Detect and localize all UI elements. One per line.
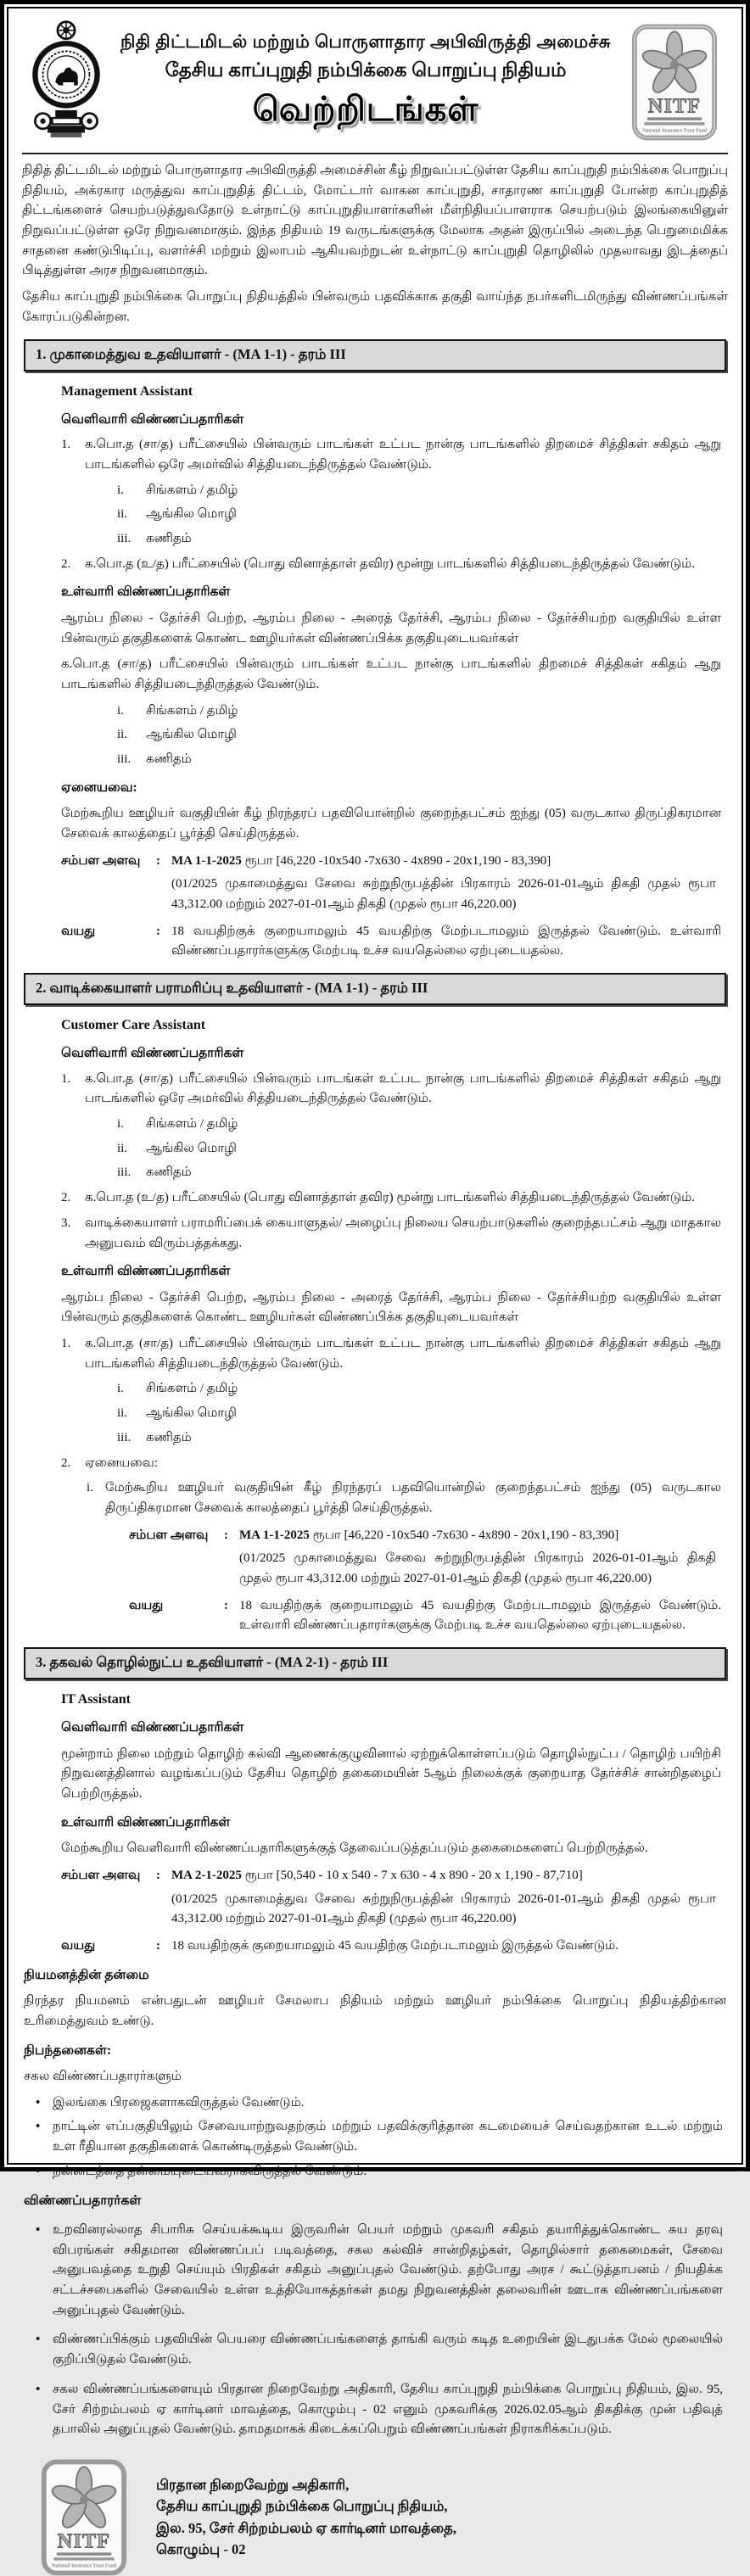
condition-item: • இலங்கை பிரஜைகளாகவிருத்தல் வேண்டும். (36, 2093, 723, 2114)
position-english-title: Management Assistant (61, 383, 193, 399)
salary-label: சம்பள அளவு (61, 1869, 141, 1882)
conditions-list (24, 2093, 726, 2182)
internal-applicants-heading: உள்வாரி விண்ணப்பதாரிகள் (61, 1814, 231, 1830)
subject-item: ii. ஆங்கில மொழி (117, 1406, 237, 1421)
position-english-title: IT Assistant (61, 1692, 131, 1707)
section-2-body (61, 1014, 721, 1636)
internal-applicants-heading: உள்வாரி விண்ணப்பதாரிகள் (61, 1264, 231, 1279)
section-1-body (61, 381, 721, 962)
address-line: கொழும்பு - 02 (156, 2541, 246, 2558)
applicant-instruction: • சகல விண்ணப்பங்களையும் பிரதான நிறைவேற்று அதிகாரி, தேசிய காப்புறுதி நம்பிக்கை பொறுப்பு நிதியம், இல. 95, சேர் சிற்றம்பலம் ஏ கார்டினர் மாவத்தை, கொழும்பு - 02 எனும் முகவரிக்கு 2026.02.05ஆம் திகதிக்கு முன் பதிவுத் தபாலில் அனுப்புதல் வேண்டும். தாமதமாகக் கிடைக்கப்பெறும் விண்ணப்பங்கள் நிராகரிக்கப்படும். (36, 2380, 723, 2440)
list-item: 2. ஏனையவை: (61, 1454, 721, 1474)
others-text: மேற்கூறிய ஊழியர் வகுதியின் கீழ் நிரந்தரப் பதவியொன்றில் குறைந்தபட்சம் ஐந்து (05) வருடகால திருப்திகரமான சேவைக் காலத்தைப் பூர்த்தி செய்திருத்தல். (61, 807, 721, 841)
nitf-logo-icon (624, 24, 725, 141)
subject-item: i. சிங்களம் / தமிழ் (117, 1382, 238, 1396)
subject-item: i. சிங்களம் / தமிழ் (117, 1117, 238, 1132)
subject-item: ii. ஆங்கில மொழி (117, 728, 237, 742)
list-item (61, 435, 721, 475)
document-header (22, 17, 728, 151)
salary-row: சம்பள அளவு : MA 1-1-2025 ரூபா [46,220 -10x540 -7x630 - 4x890 - 20x1,190 - 83,390] (61, 852, 721, 872)
salary-code: MA 1-1-2025 (171, 853, 242, 868)
header-divider (22, 153, 728, 154)
internal-salary-block (129, 1526, 721, 1636)
others-heading: ஏனையவை: (85, 1456, 158, 1470)
internal-requirement: க.பொ.த (சா/த) பரீட்சையில் பின்வரும் பாடங்கள் உட்பட நான்கு பாடங்களில் திறமைச் சித்திகள் சகிதம் ஆறு பாடங்களில் சித்தியடைந்திருத்தல் வேண்டும். (61, 657, 721, 691)
nitf-logo-icon (34, 2459, 134, 2576)
salary-row: சம்பள அளவு : MA 1-1-2025 ரூபா [46,220 -10x540 -7x630 - 4x890 - 20x1,190 - 83,390] (129, 1526, 721, 1546)
section-2-header: 2. வாடிக்கையாளர் பராமரிப்பு உதவியாளர் - (MA 1-1) - தரம் III (24, 973, 726, 1005)
salary-value (239, 1526, 721, 1546)
subject-item: iii. கணிதம் (117, 1430, 192, 1444)
others-heading: ஏனையவை: (61, 780, 137, 795)
age-row: வயது : 18 வயதிற்குக் குறையாமலும் 45 வயதிற்கு மேற்படாமலும் இருத்தல் வேண்டும். உள்வாரி விண்ணப்பதாரர்களுக்கு மேற்படி உச்ச வயதெல்லை ஏற்புடையதல்ல. (61, 922, 721, 962)
internal-paragraph: ஆரம்ப நிலை - தேர்ச்சி பெற்ற, ஆரம்ப நிலை - அரைத் தேர்ச்சி, ஆரம்ப நிலை - தேர்ச்சியற்ற வகுதியில் உள்ள பின்வரும் தகுதிகளைக் கொண்ட ஊழியர்கள் விண்ணப்பிக்க தகுதியுடையவர்கள் (61, 1290, 721, 1325)
subject-item: i. சிங்களம் / தமிழ் (117, 483, 238, 497)
sri-lanka-emblem-icon (25, 19, 107, 146)
appointment-text: நிரந்தர நியமனம் என்பதுடன் ஊழியர் சேமலாப நிதியம் மற்றும் ஊழியர் நம்பிக்கை பொறுப்பு நிதியத்திற்கான உரிமைத்துவம் உண்டு. (24, 1994, 726, 2028)
page-inner-border (7, 7, 743, 2569)
ministry-title: நிதி திட்டமிடல் மற்றும் பொருளாதார அபிவிருத்தி அமைச்சு (120, 31, 611, 52)
internal-applicants-heading: உள்வாரி விண்ணப்பதாரிகள் (61, 584, 231, 600)
section-3-header: 3. தகவல் தொழில்நுட்ப உதவியாளர் - (MA 2-1) - தரம் III (24, 1647, 726, 1679)
salary-code: MA 1-1-2025 (239, 1528, 310, 1542)
conditions-intro: சகல விண்ணப்பதாரர்களும் (24, 2070, 182, 2084)
list-sub-item: i. மேற்கூறிய ஊழியர் வகுதியின் கீழ் நிரந்தரப் பதவியொன்றில் குறைந்தபட்சம் ஐந்து (05) வருடகால திருப்திகரமான சேவைக் காலத்தைப் பூர்த்தி செய்திருத்தல். (87, 1481, 721, 1515)
conditions-heading: நிபந்தனைகள்: (24, 2042, 112, 2058)
condition-item: • நாட்டின் எப்பகுதியிலும் சேவையாற்றுவதற்கும் மற்றும் பதவிக்குரித்தான கடமையைச் செய்வதற்கான உடல் மற்றும் உள ரீதியான தகுதிகளைக் கொண்டிருத்தல் வேண்டும். (36, 2117, 723, 2157)
nitf-logo-caption: National Insurance Trust Fund (642, 127, 707, 134)
internal-paragraph: ஆரம்ப நிலை - தேர்ச்சி பெற்ற, ஆரம்ப நிலை - அரைத் தேர்ச்சி, ஆரம்ப நிலை - தேர்ச்சியற்ற வகுதியில் உள்ள பின்வரும் தகுதிகளைக் கொண்ட ஊழியர்கள் விண்ணப்பிக்க தகுதியுடையவர்கள் (61, 611, 721, 645)
list-number: 2. (61, 556, 71, 571)
external-applicants-heading: வெளிவாரி விண்ணப்பதாரிகள் (61, 1720, 244, 1735)
section-1-header: 1. முகாமைத்துவ உதவியாளர் - (MA 1-1) - தரம் III (24, 339, 726, 372)
age-row: வயது : 18 வயதிற்குக் குறையாமலும் 45 வயதிற்கு மேற்படாமலும் இருத்தல் வேண்டும். உள்வாரி விண்ணப்பதாரர்களுக்கு மேற்படி உச்ச வயதெல்லை ஏற்புடையதல்ல. (129, 1596, 721, 1636)
applicants-block (24, 2191, 726, 2440)
section-3-body (61, 1689, 721, 1957)
applicants-heading: விண்ணப்பதாரர்கள் (24, 2193, 142, 2208)
address-line: பிரதான நிறைவேற்று அதிகாரி, (156, 2476, 350, 2493)
salary-note: (01/2025 முகாமைத்துவ சேவை சுற்றுநிருபத்தின் பிரகாரம் 2026-01-01ஆம் திகதி முதல் ரூபா 43,312.00 மற்றும் 2027-01-01ஆம் திகதி (முதல் ரூபா 46,220.00) (171, 877, 716, 911)
salary-scale: ரூபா [50,540 - 10 x 540 - 7 x 630 - 4 x 890 - 20 x 1,190 - 87,710] (244, 1869, 583, 1882)
applicant-instruction: • உறவினரல்லாத சிபாரிசு செய்யக்கூடிய இருவரின் பெயர் மற்றும் முகவரி சகிதம் தயாரித்துக்கொண்ட சுய தரவு விபரங்கள் சகிதமான விண்ணப்பப் படிவத்தை, சகல கல்விச் சான்றிதழ்கள், தொழில்சார் தகைமைகள், சேவை அனுபவத்தை உறுதி செய்யும் பிரதிகள் சகிதம் அனுப்புதல் வேண்டும். தற்போது அரச / கூட்டுத்தாபனம் / நியதிக்க சட்டச்சபைகளில் சேவையில் உள்ள உத்தியோகத்தர்கள் தமது நிறுவனத்தின் தலைவரின் ஊடாக விண்ணப்பங்களை அனுப்புதல் வேண்டும். (36, 2221, 723, 2321)
salary-label: சம்பள அளவு (61, 853, 141, 868)
subject-item: iii. கணிதம் (117, 1165, 192, 1180)
applicant-instruction: • விண்ணப்பிக்கும் பதவியின் பெயரை விண்ணப்பங்களைத் தாங்கி வரும் கடித உறையின் இடதுபக்க மேல் மூலையில் குறிப்பிடுதல் வேண்டும். (36, 2330, 723, 2370)
subject-item: iii. கணிதம் (117, 752, 192, 766)
header-titles (114, 31, 618, 133)
footer (34, 2459, 723, 2576)
subject-item: iii. கணிதம் (117, 532, 192, 545)
list-item: 2. க.பொ.த (உ/த) பரீட்சையில் (பொது வினாத்தாள் தவிர) மூன்று பாடங்களில் சித்தியடைந்திருத்தல் வேண்டும். (61, 1191, 695, 1205)
subject-item: ii. ஆங்கில மொழி (117, 507, 237, 522)
age-value: 18 வயதிற்குக் குறையாமலும் 45 வயதிற்கு மேற்படாமலும் இருத்தல் வேண்டும். உள்வாரி விண்ணப்பதாரர்களுக்கு மேற்படி உச்ச வயதெல்லை ஏற்புடையதல்ல. (171, 924, 721, 958)
contact-address (156, 2474, 456, 2561)
salary-value (171, 852, 721, 872)
position-english-title: Customer Care Assistant (61, 1017, 206, 1032)
intro-paragraph-2: தேசிய காப்புறுதி நம்பிக்கை பொறுப்பு நிதியத்தில் பின்வரும் பதவிக்காக தகுதி வாய்ந்த நபர்களிடமிருந்து விண்ணப்பங்கள் கோரப்படுகின்றன. (22, 290, 728, 324)
page-title: வெற்றிடங்கள் (252, 90, 479, 128)
age-row: வயது : 18 வயதிற்குக் குறையாமலும் 45 வயதிற்கு மேற்படாமலும் இருத்தல் வேண்டும். (61, 1936, 721, 1957)
salary-value (171, 1866, 721, 1886)
internal-requirement: மேற்கூறிய வெளிவாரி விண்ணப்பதாரிகளுக்குத் தேவைப்படுத்தப்படும் தகைமைகளைப் பெற்றிருத்தல். (61, 1841, 648, 1856)
salary-note: (01/2025 முகாமைத்துவ சேவை சுற்றுநிருபத்தின் பிரகாரம் 2026-01-01ஆம் திகதி முதல் ரூபா 43,312.00 மற்றும் 2027-01-01ஆம் திகதி (முதல் ரூபா 46,220.00) (171, 1891, 716, 1926)
subject-item: i. சிங்களம் / தமிழ் (117, 703, 238, 718)
address-line: தேசிய காப்புறுதி நம்பிக்கை பொறுப்பு நிதியம், (156, 2498, 448, 2515)
external-applicants-heading: வெளிவாரி விண்ணப்பதாரிகள் (61, 411, 244, 427)
list-item: 1. க.பொ.த (சா/த) பரீட்சையில் பின்வரும் பாடங்கள் உட்பட நான்கு பாடங்களில் திறமைச் சித்திகள் சகிதம் ஆறு பாடங்களில் சித்தியடைந்திருத்தல் வேண்டும். (61, 1337, 721, 1371)
condition-item: • நன்னடத்தை தன்மையுடையவராகவிருத்தல் வேண்டும். (36, 2162, 723, 2182)
age-value: 18 வயதிற்குக் குறையாமலும் 45 வயதிற்கு மேற்படாமலும் இருத்தல் வேண்டும். (171, 1939, 618, 1953)
address-line: இல. 95, சேர் சிற்றம்பலம் ஏ கார்டினர் மாவத்தை, (156, 2519, 456, 2536)
list-item: 1. க.பொ.த (சா/த) பரீட்சையில் பின்வரும் பாடங்கள் உட்பட நான்கு பாடங்களில் திறமைச் சித்திகள் சகிதம் ஆறு பாடங்களில் ஒரே அமர்வில் சித்தியடைந்திருத்தல் வேண்டும். (61, 1071, 721, 1106)
age-label: வயது (129, 1598, 164, 1612)
external-applicants-heading: வெளிவாரி விண்ணப்பதாரிகள் (61, 1046, 244, 1061)
nitf-logo-text: NITF (57, 2529, 111, 2553)
appointment-heading: நியமனத்தின் தன்மை (24, 1967, 149, 1982)
age-label: வயது (61, 924, 96, 938)
list-item: 3. வாடிக்கையாளர் பராமரிப்பைக் கையாளுதல்/ அழைப்பு நிலைய செயற்பாடுகளில் குறைந்தபட்சம் ஆறு மாதகால அனுபவம் விரும்பத்தக்கது. (61, 1215, 721, 1250)
subject-item: ii. ஆங்கில மொழி (117, 1141, 237, 1155)
list-item (61, 555, 721, 575)
age-value: 18 வயதிற்குக் குறையாமலும் 45 வயதிற்கு மேற்படாமலும் இருத்தல் வேண்டும். உள்வாரி விண்ணப்பதாரர்களுக்கு மேற்படி உச்ச வயதெல்லை ஏற்புடையதல்ல. (239, 1598, 721, 1633)
external-requirement: மூன்றாம் நிலை மற்றும் தொழிற் கல்வி ஆணைக்குழுவினால் ஏற்றுக்கொள்ளப்படும் தொழில்நுட்ப / தொழிற் பயிற்சி நிறுவனத்தினால் வழங்கப்படும் தேசிய தொழிற் தகைமையின் 5ஆம் நிலைக்குக் குறையாத தேர்ச்சிச் சான்றிதழைப் பெற்றிருத்தல். (61, 1746, 721, 1802)
age-label: வயது (61, 1939, 96, 1953)
applicants-list (24, 2221, 726, 2440)
salary-scale: ரூபா [46,220 -10x540 -7x630 - 4x890 - 20x1,190 - 83,390] (312, 1528, 619, 1542)
appointment-block (24, 1965, 726, 2032)
organization-title: தேசிய காப்புறுதி நம்பிக்கை பொறுப்பு நிதியம் (165, 59, 567, 81)
salary-scale: ரூபா [46,220 -10x540 -7x630 - 4x890 - 20x1,190 - 83,390] (244, 853, 551, 868)
list-text: க.பொ.த (சா/த) பரீட்சையில் பின்வரும் பாடங்கள் உட்பட நான்கு பாடங்களில் திறமைச் சித்திகள் சகிதம் ஆறு பாடங்களில் ஒரே அமர்வில் சித்தியடைந்திருத்தல் வேண்டும். (85, 438, 721, 472)
list-text: க.பொ.த (உ/த) பரீட்சையில் (பொது வினாத்தாள் தவிர) மூன்று பாடங்களில் சித்தியடைந்திருத்தல் வேண்டும். (85, 556, 695, 571)
salary-label: சம்பள அளவு (129, 1528, 209, 1542)
nitf-logo-caption: National Insurance Trust Fund (52, 2562, 116, 2569)
intro-paragraph-1: நிதித் திட்டமிடல் மற்றும் பொருளாதார அபிவிருத்தி அமைச்சின் கீழ் நிறுவப்பட்டுள்ள தேசிய காப்புறுதி நம்பிக்கை பொறுப்பு நிதியம், அக்ரகார மருத்துவ காப்புறுதித் திட்டம், மோட்டார் வாகன காப்புறுதி, சாதாரண காப்புறுதி போன்ற காப்புறுதித் திட்டங்களைச் செயற்படுத்துவதோடு உள்நாட்டு காப்புறுதியாளர்களின் மீள்நிதியப்பாளராக செயற்படும் இலங்கையினுள் நிறுவப்பட்டுள்ள ஒரே நிறுவனமாகும். இந்த நிதியம் 19 வருடங்களுக்கு மேலாக அதன் இருப்பில் அடைந்த பெறுமைமிக்க சாதனை கண்டுபிடிப்பு, வளர்ச்சி மற்றும் இலாபம் ஆகியவற்றுடன் உள்நாட்டு காப்புறுதி தொழிலில் முதலாவது இடத்தைப் பிடித்துள்ள அரச நிறுவனமாகும். (22, 164, 728, 278)
salary-note: (01/2025 முகாமைத்துவ சேவை சுற்றுநிருபத்தின் பிரகாரம் 2026-01-01ஆம் திகதி முதல் ரூபா 43,312.00 மற்றும் 2027-01-01ஆம் திகதி (முதல் ரூபா 46,220.00) (239, 1551, 716, 1585)
salary-code: MA 2-1-2025 (171, 1869, 242, 1882)
nitf-logo-text: NITF (647, 94, 702, 118)
salary-row: சம்பள அளவு : MA 2-1-2025 ரூபா [50,540 - 10 x 540 - 7 x 630 - 4 x 890 - 20 x 1,190 - 87,710] (61, 1866, 721, 1886)
conditions-block (24, 2041, 726, 2182)
list-number: 1. (61, 438, 71, 452)
